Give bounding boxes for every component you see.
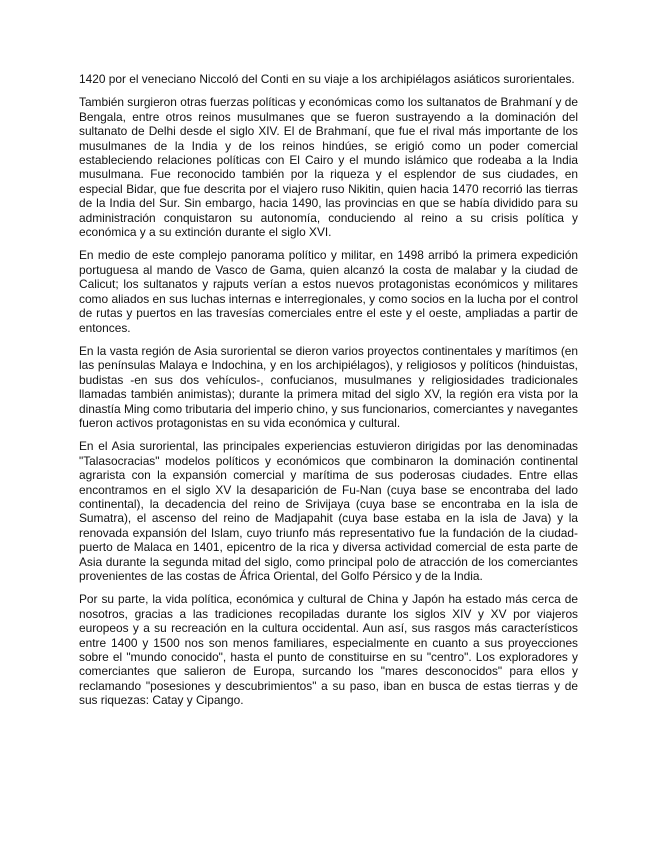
paragraph-asia-suroriental: En la vasta región de Asia suroriental se dieron varios proyectos continentales y marítimos (en las penínsulas Malaya e Indochina, y en los archipiélagos), y religiosos y políticos (hinduistas, budistas -en sus dos vehículos-, confucianos, musulmanes y religiosidades tradicionales llamadas también animistas); durante la primera mitad del siglo XV, la región era vista por la dinastía Ming como tributaria del imperio chino, y sus funcionarios, comerciantes y navegantes fueron activos protagonistas en su vida económica y cultural. [79,343,578,430]
paragraph-china-japon: Por su parte, la vida política, económica y cultural de China y Japón ha estado más cerca de nosotros, gracias a las tradiciones recopiladas durante los siglos XIV y XV por viajeros europeos y a su recreación en la cultura occidental. Aun así, sus rasgos más característicos entre 1400 y 1500 nos son menos familiares, especialmente en cuanto a sus proyecciones sobre el "mundo conocido", hasta el punto de constituirse en su "centro". Los exploradores y comerciantes que salieron de Europa, surcando los "mares desconocidos" para ellos y reclamando "posesiones y descubrimientos" a su paso, iban en busca de estas tierras y de sus riquezas: Catay y Cipango. [79,592,578,708]
paragraph-talasocracias: En el Asia suroriental, las principales experiencias estuvieron dirigidas por las denominadas "Talasocracias" modelos políticos y económicos que combinaron la dominación continental agrarista con la expansión comercial y marítima de sus poderosas ciudades. Entre ellas encontramos en el siglo XV la desaparición de Fu-Nan (cuya base se encontraba del lado continental), la decadencia del reino de Srivijaya (cuya base se encontraba en la isla de Sumatra), el ascenso del reino de Madjapahit (cuya base estaba en la isla de Java) y la renovada expansión del Islam, cuyo triunfo más representativo fue la fundación de la ciudad-puerto de Malaca en 1401, epicentro de la rica y diversa actividad comercial de esta parte de Asia durante la segunda mitad del siglo, como principal polo de atracción de los comerciantes provenientes de las costas de África Oriental, del Golfo Pérsico y de la India. [79,439,578,583]
paragraph-brahmani-bengala: También surgieron otras fuerzas políticas y económicas como los sultanatos de Brahmaní y de Bengala, entre otros reinos musulmanes que se fueron sustrayendo a la dominación del sultanato de Delhi desde el siglo XIV. El de Brahmaní, que fue el rival más importante de los musulmanes de la India y de los reinos hindúes, se erigió como un poder comercial estableciendo relaciones políticas con El Cairo y el mundo islámico que rodeaba a la India musulmana. Fue reconocido también por la riqueza y el esplendor de sus ciudades, en especial Bidar, que fue descrita por el viajero ruso Nikitin, quien hacia 1470 recorrió las tierras de la India del Sur. Sin embargo, hacia 1490, las provincias en que se había dividido para su administración conquistaron su autonomía, conduciendo al reino a su crisis política y económica y a su extinción durante el siglo XVI. [79,95,578,240]
paragraph-vasco-de-gama: En medio de este complejo panorama político y militar, en 1498 arribó la primera expedición portuguesa al mando de Vasco de Gama, quien alcanzó la costa de malabar y la ciudad de Calicut; los sultanatos y rajputs verían a estos nuevos protagonistas económicos y militares como aliados en sus luchas internas e interregionales, y como socios en la lucha por el control de rutas y puertos en las travesías comerciales entre el este y el oeste, ampliadas a partir de entonces. [79,248,578,335]
paragraph-conti-voyage: 1420 por el veneciano Niccoló del Conti en su viaje a los archipiélagos asiáticos surorientales. [79,72,575,86]
document-page [79,72,578,717]
